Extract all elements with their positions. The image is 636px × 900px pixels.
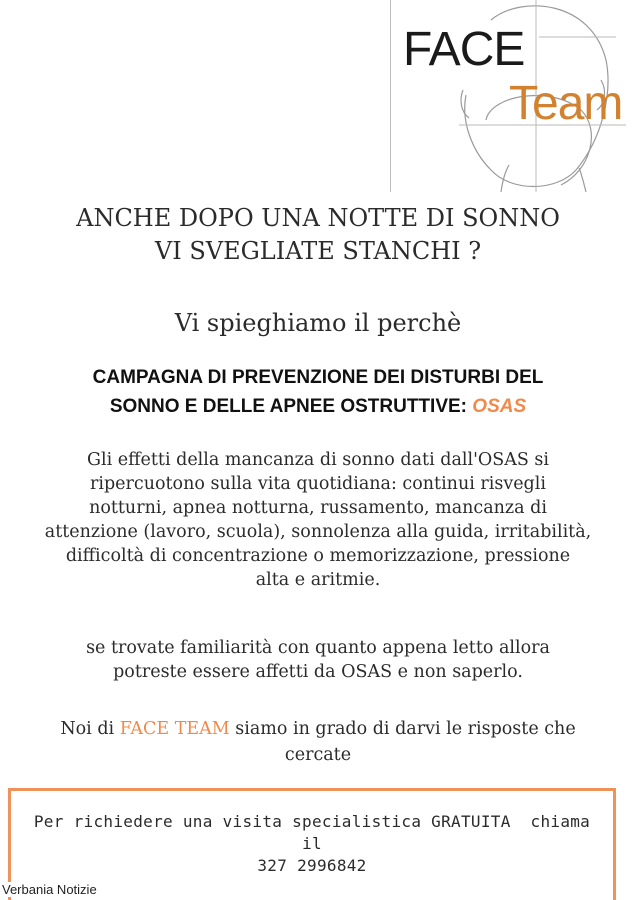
familiarity-line: se trovate familiarità con quanto appena letto allora: [86, 638, 550, 658]
headline: [0, 202, 636, 268]
effects-line: ripercuotono sulla vita quotidiana: continui risvegli: [90, 474, 546, 494]
answers-paragraph: [10, 716, 626, 768]
face-team-logo: [390, 0, 636, 192]
cta-text: [11, 811, 613, 877]
familiarity-line: potreste essere affetti da OSAS e non saperlo.: [113, 662, 523, 682]
logo-face-text: FACE: [403, 23, 525, 76]
cta-line-1: Per richiedere una visita specialistica GRATUITA chiama: [33, 812, 591, 831]
effects-line: attenzione (lavoro, scuola), sonnolenza alla guida, irritabilità,: [44, 522, 592, 542]
familiarity-paragraph: [10, 636, 626, 684]
campaign-line-2-text: SONNO E DELLE APNEE OSTRUTTIVE:: [109, 396, 473, 417]
subtitle: Vi spieghiamo il perchè: [174, 309, 462, 337]
answers-line-2: cercate: [284, 745, 352, 765]
brand-highlight: FACE TEAM: [119, 719, 230, 739]
effects-line: alta e aritmie.: [255, 570, 381, 590]
phone-number: 327 2996842: [257, 856, 367, 875]
campaign-line-2: [0, 392, 636, 421]
headline-line-2: VI SVEGLIATE STANCHI ?: [154, 237, 482, 265]
campaign-line-1: CAMPAGNA DI PREVENZIONE DEI DISTURBI DEL: [92, 367, 544, 388]
watermark: Verbania Notizie: [2, 882, 97, 897]
logo-team-text: Team: [509, 77, 623, 130]
cta-box: [8, 788, 616, 900]
campaign-title: [0, 363, 636, 421]
effects-line: difficoltà di concentrazione o memorizzazione, pressione: [65, 546, 571, 566]
answers-line-1: [10, 716, 626, 742]
effects-paragraph: [10, 448, 626, 592]
answers-suffix: siamo in grado di darvi le risposte che: [229, 719, 576, 739]
answers-prefix: Noi di: [60, 719, 120, 739]
effects-line: Gli effetti della mancanza di sonno dati dall'OSAS si: [87, 450, 549, 470]
osas-highlight: OSAS: [472, 396, 527, 417]
effects-line: notturni, apnea notturna, russamento, mancanza di: [89, 498, 547, 518]
cta-line-2: il: [302, 834, 322, 853]
headline-line-1: ANCHE DOPO UNA NOTTE DI SONNO: [76, 204, 560, 232]
